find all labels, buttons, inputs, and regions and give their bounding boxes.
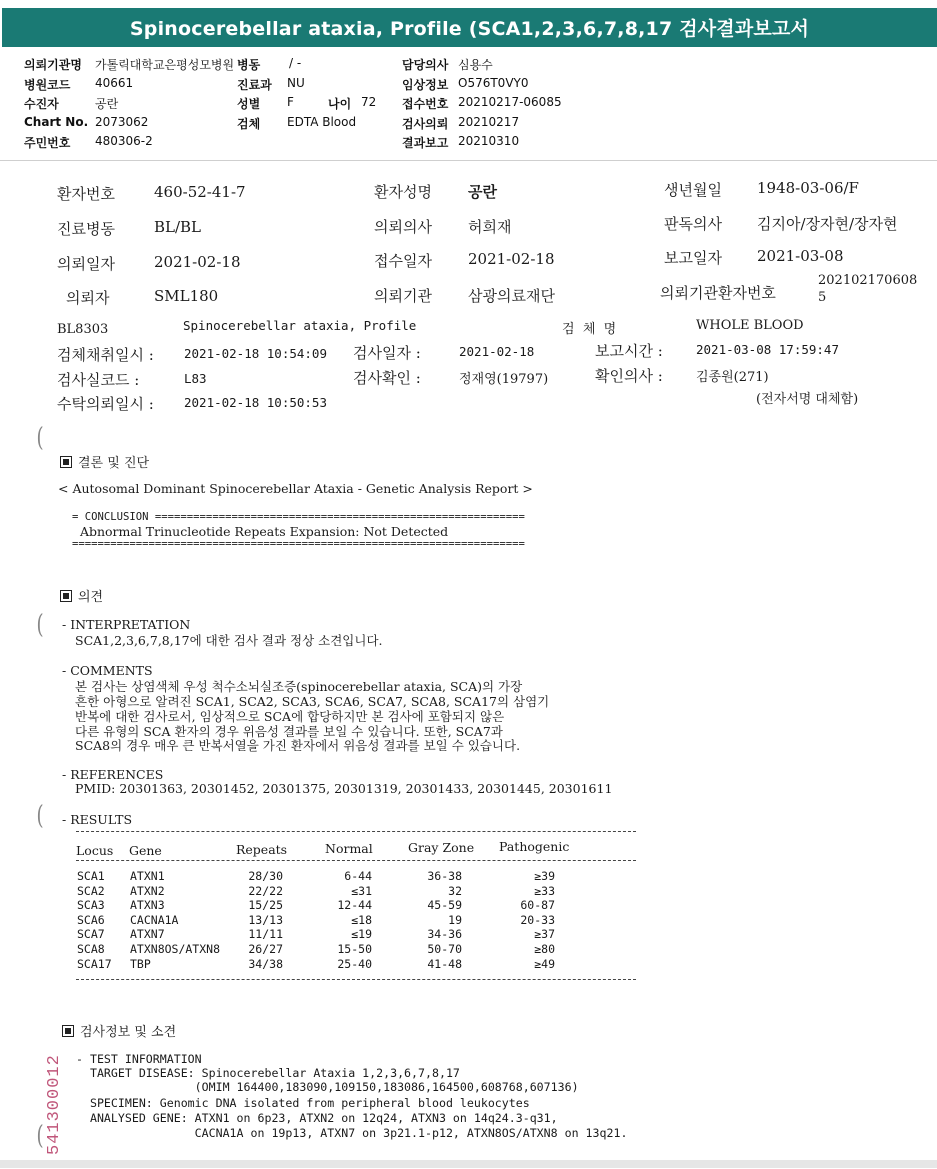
column-header: Normal — [325, 841, 373, 856]
comments-line: 다른 유형의 SCA 환자의 경우 위음성 결과를 보일 수 있습니다. 또한, SCA7과 — [75, 724, 503, 739]
confirming-doctor: 김종원(271) — [696, 370, 769, 385]
field-label: 보고일자 — [664, 249, 722, 267]
table-cell: 6-44 — [344, 869, 372, 883]
patient-number: 460-52-41-7 — [154, 183, 246, 201]
comments-line: 반복에 대한 검사로서, 임상적으로 SCA에 합당하지만 본 검사에 포함되지 않은 — [75, 709, 505, 724]
table-cell: ATXN2 — [130, 883, 165, 898]
field-label: 검사확인 : — [353, 369, 421, 387]
table-cell: ≥49 — [534, 956, 555, 971]
interpretation-title: - INTERPRETATION — [62, 617, 191, 632]
report-subtitle: < Autosomal Dominant Spinocerebellar Ataxia - Genetic Analysis Report > — [58, 481, 533, 496]
field-label: 확인의사 : — [595, 367, 663, 385]
comments-line: 흔한 아형으로 알려진 SCA1, SCA2, SCA3, SCA6, SCA7, SCA8, SCA17의 삼염기 — [75, 694, 550, 709]
header-value: 40661 — [95, 76, 134, 90]
header-value: 20210217-06085 — [458, 95, 562, 109]
header-value: O576T0VY0 — [458, 76, 529, 90]
referring-institution: 삼광의료재단 — [468, 287, 555, 305]
table-cell: TBP — [130, 956, 151, 971]
test-code: BL8303 — [57, 322, 109, 337]
table-cell: 60-87 — [520, 898, 555, 913]
table-cell: SCA8 — [77, 942, 105, 956]
table-cell: ≤19 — [351, 927, 372, 942]
table-cell: SCA3 — [77, 898, 105, 913]
birth-date: 1948-03-06/F — [757, 179, 859, 197]
field-label: 의뢰의사 — [374, 218, 432, 236]
conclusion-rule: ======================================================================= — [72, 538, 525, 550]
testinfo-line: TARGET DISEASE: Spinocerebellar Ataxia 1,2,3,6,7,8,17 — [76, 1066, 460, 1080]
table-rule — [76, 831, 636, 832]
punch-mark: ( — [36, 801, 44, 831]
referring-doctor: 허희재 — [468, 218, 512, 236]
comments-line: 본 검사는 상염색체 우성 척수소뇌실조증(spinocerebellar ataxia, SCA)의 가장 — [75, 679, 523, 694]
table-cell: SCA1 — [77, 869, 105, 883]
scanned-report — [0, 161, 937, 1161]
page-bottom-strip — [0, 1160, 937, 1168]
table-cell: 15-50 — [337, 942, 372, 956]
field-label: 진료병동 — [57, 220, 115, 238]
header-value: 2073062 — [95, 115, 149, 129]
field-label: 접수일자 — [374, 252, 432, 270]
testinfo-heading-text: 검사정보 및 소견 — [80, 1025, 177, 1040]
header-value: 72 — [361, 95, 377, 109]
references-text: PMID: 20301363, 20301452, 20301375, 20301319, 20301433, 20301445, 20301611 — [75, 781, 613, 796]
table-cell: 13/13 — [248, 912, 283, 927]
header-label: 나이 — [328, 97, 352, 111]
header-label: 검체 — [237, 117, 261, 131]
test-date: 2021-02-18 — [459, 344, 535, 359]
patient-name: 공란 — [468, 183, 497, 201]
references-title: - REFERENCES — [62, 767, 164, 782]
requester: SML180 — [154, 287, 219, 305]
field-label: 생년월일 — [664, 181, 722, 199]
conclusion-heading-text: 결론 및 진단 — [78, 456, 150, 471]
table-cell: 26/27 — [248, 942, 283, 956]
header-value: 가톨릭대학교은평성모병원 — [95, 58, 235, 72]
header-value: 공란 — [95, 97, 119, 111]
field-label: 의뢰기관환자번호 — [660, 284, 776, 302]
field-label: 의뢰기관 — [374, 287, 432, 305]
column-header: Gene — [129, 843, 162, 858]
header-value: 20210217 — [458, 115, 520, 129]
table-cell: ≥39 — [534, 869, 555, 883]
opinion-heading-text: 의견 — [78, 590, 104, 605]
vertical-stamp-number — [38, 1015, 68, 1165]
request-date: 2021-02-18 — [154, 253, 241, 271]
opinion-heading — [60, 586, 103, 605]
table-cell: 32 — [448, 883, 462, 898]
table-cell: ≥33 — [534, 883, 555, 898]
table-cell: 34/38 — [248, 956, 283, 971]
column-header: Locus — [76, 843, 114, 858]
field-label: 보고시간 : — [595, 342, 663, 360]
report-date: 2021-03-08 — [757, 247, 844, 265]
field-label: 검사일자 : — [353, 344, 421, 362]
field-label: 환자성명 — [374, 183, 432, 201]
column-header: Pathogenic — [499, 839, 570, 854]
table-cell: 25-40 — [337, 956, 372, 971]
table-cell: SCA2 — [77, 883, 105, 898]
testinfo-line: SPECIMEN: Genomic DNA isolated from peripheral blood leukocytes — [76, 1096, 530, 1110]
header-label: 주민번호 — [24, 136, 71, 150]
test-name: Spinocerebellar ataxia, Profile — [183, 318, 417, 333]
table-cell: 28/30 — [248, 869, 283, 883]
table-cell: CACNA1A — [130, 912, 179, 927]
punch-mark: ( — [36, 610, 44, 640]
table-cell: 34-36 — [427, 927, 462, 942]
testinfo-line: ANALYSED GENE: ATXN1 on 6p23, ATXN2 on 12q24, ATXN3 on 14q24.3-q31, — [76, 1111, 558, 1125]
table-cell: SCA6 — [77, 912, 105, 927]
table-cell: SCA7 — [77, 927, 105, 942]
lab-code: L83 — [184, 371, 207, 386]
header-label: 병원코드 — [24, 78, 71, 92]
header-label: 검사의뢰 — [402, 117, 449, 131]
comments-line: SCA8의 경우 매우 큰 반복서열을 가진 환자에서 위음성 결과를 보일 수 있습니다. — [75, 738, 521, 753]
receipt-date: 2021-02-18 — [468, 250, 555, 268]
section-box-icon — [60, 590, 72, 602]
header-label: 진료과 — [237, 78, 272, 92]
header-label: 의뢰기관명 — [24, 58, 82, 72]
table-cell: 20-33 — [520, 912, 555, 927]
header-label: 결과보고 — [402, 136, 449, 150]
reading-doctors: 김지아/장자현/장자현 — [757, 215, 898, 233]
table-cell: ATXN8OS/ATXN8 — [130, 942, 221, 956]
header-value: F — [287, 95, 294, 109]
header-value: 480306-2 — [95, 134, 153, 148]
table-cell: ATXN7 — [130, 927, 165, 942]
conclusion-text: Abnormal Trinucleotide Repeats Expansion: Not Detected — [72, 524, 449, 539]
field-label: 수탁의뢰일시 : — [57, 395, 154, 413]
table-cell: 15/25 — [248, 898, 283, 913]
table-rule — [76, 860, 636, 861]
table-cell: 12-44 — [337, 898, 372, 913]
report-title: Spinocerebellar ataxia, Profile (SCA1,2,3,6,7,8,17 검사결과보고서 — [129, 18, 810, 40]
table-cell: ≤18 — [351, 912, 372, 927]
field-label: 판독의사 — [664, 215, 722, 233]
section-box-icon — [60, 456, 72, 468]
header-label: 임상정보 — [402, 78, 449, 92]
table-cell: 45-59 — [427, 898, 462, 913]
field-label: 환자번호 — [57, 185, 115, 203]
punch-mark: ( — [36, 423, 44, 453]
table-cell: ATXN3 — [130, 898, 165, 913]
header-label: 성별 — [237, 97, 261, 111]
table-cell: ATXN1 — [130, 869, 165, 883]
table-cell: 19 — [448, 912, 462, 927]
comments-title: - COMMENTS — [62, 663, 153, 678]
header-label: 수진자 — [24, 97, 59, 111]
header-value: 20210310 — [458, 134, 520, 148]
header-value: 심용수 — [458, 58, 493, 72]
header-label: Chart No. — [24, 115, 89, 129]
header-label: 접수번호 — [402, 97, 449, 111]
testinfo-heading — [62, 1021, 176, 1040]
field-label: 검사실코드 : — [57, 371, 140, 389]
table-cell: 36-38 — [427, 869, 462, 883]
signature-note: (전자서명 대체함) — [756, 392, 859, 407]
institution-patient-number-cont: 5 — [818, 290, 827, 305]
specimen-value: WHOLE BLOOD — [696, 318, 804, 333]
header-label: 병동 — [237, 58, 261, 72]
request-header — [0, 47, 937, 161]
table-cell: ≥80 — [534, 942, 555, 956]
punch-mark: ( — [36, 1121, 44, 1151]
column-header: Gray Zone — [408, 840, 475, 855]
field-label: 검 체 명 — [562, 322, 617, 337]
receive-datetime: 2021-02-18 10:50:53 — [184, 395, 327, 410]
results-title: - RESULTS — [62, 812, 133, 827]
table-cell: 11/11 — [248, 927, 283, 942]
column-header: Repeats — [236, 842, 288, 857]
collect-datetime: 2021-02-18 10:54:09 — [184, 346, 327, 361]
field-label: 검체채취일시 : — [57, 346, 154, 364]
header-label: 담당의사 — [402, 58, 449, 72]
field-label: 의뢰자 — [66, 289, 110, 307]
ward: BL/BL — [154, 218, 202, 236]
report-time: 2021-03-08 17:59:47 — [696, 342, 839, 357]
table-rule — [76, 979, 636, 980]
stamp-svg — [38, 1015, 68, 1165]
confirmed-by: 정재영(19797) — [459, 372, 549, 387]
testinfo-line: (OMIM 164400,183090,109150,183086,164500,608768,607136) — [76, 1080, 579, 1094]
table-cell: ≤31 — [351, 883, 372, 898]
header-value: NU — [287, 76, 305, 90]
field-label: 의뢰일자 — [57, 255, 115, 273]
report-title-bar — [2, 8, 937, 47]
table-cell: 22/22 — [248, 883, 283, 898]
table-cell: 41-48 — [427, 956, 462, 971]
header-value: EDTA Blood — [287, 115, 357, 129]
testinfo-line: - TEST INFORMATION — [76, 1052, 202, 1066]
conclusion-rule: = CONCLUSION ========================================================== — [72, 511, 525, 523]
table-cell: SCA17 — [77, 956, 112, 971]
table-cell: ≥37 — [534, 927, 555, 942]
interpretation-text: SCA1,2,3,6,7,8,17에 대한 검사 결과 정상 소견입니다. — [75, 633, 383, 648]
institution-patient-number: 202102170608 — [818, 273, 918, 288]
table-cell: 50-70 — [427, 942, 462, 956]
testinfo-line: CACNA1A on 19p13, ATXN7 on 3p21.1-p12, ATXN8OS/ATXN8 on 13q21. — [76, 1126, 628, 1140]
stamp-text: 541300012 — [45, 1054, 64, 1155]
conclusion-heading — [60, 452, 149, 471]
header-value: / - — [289, 56, 302, 70]
